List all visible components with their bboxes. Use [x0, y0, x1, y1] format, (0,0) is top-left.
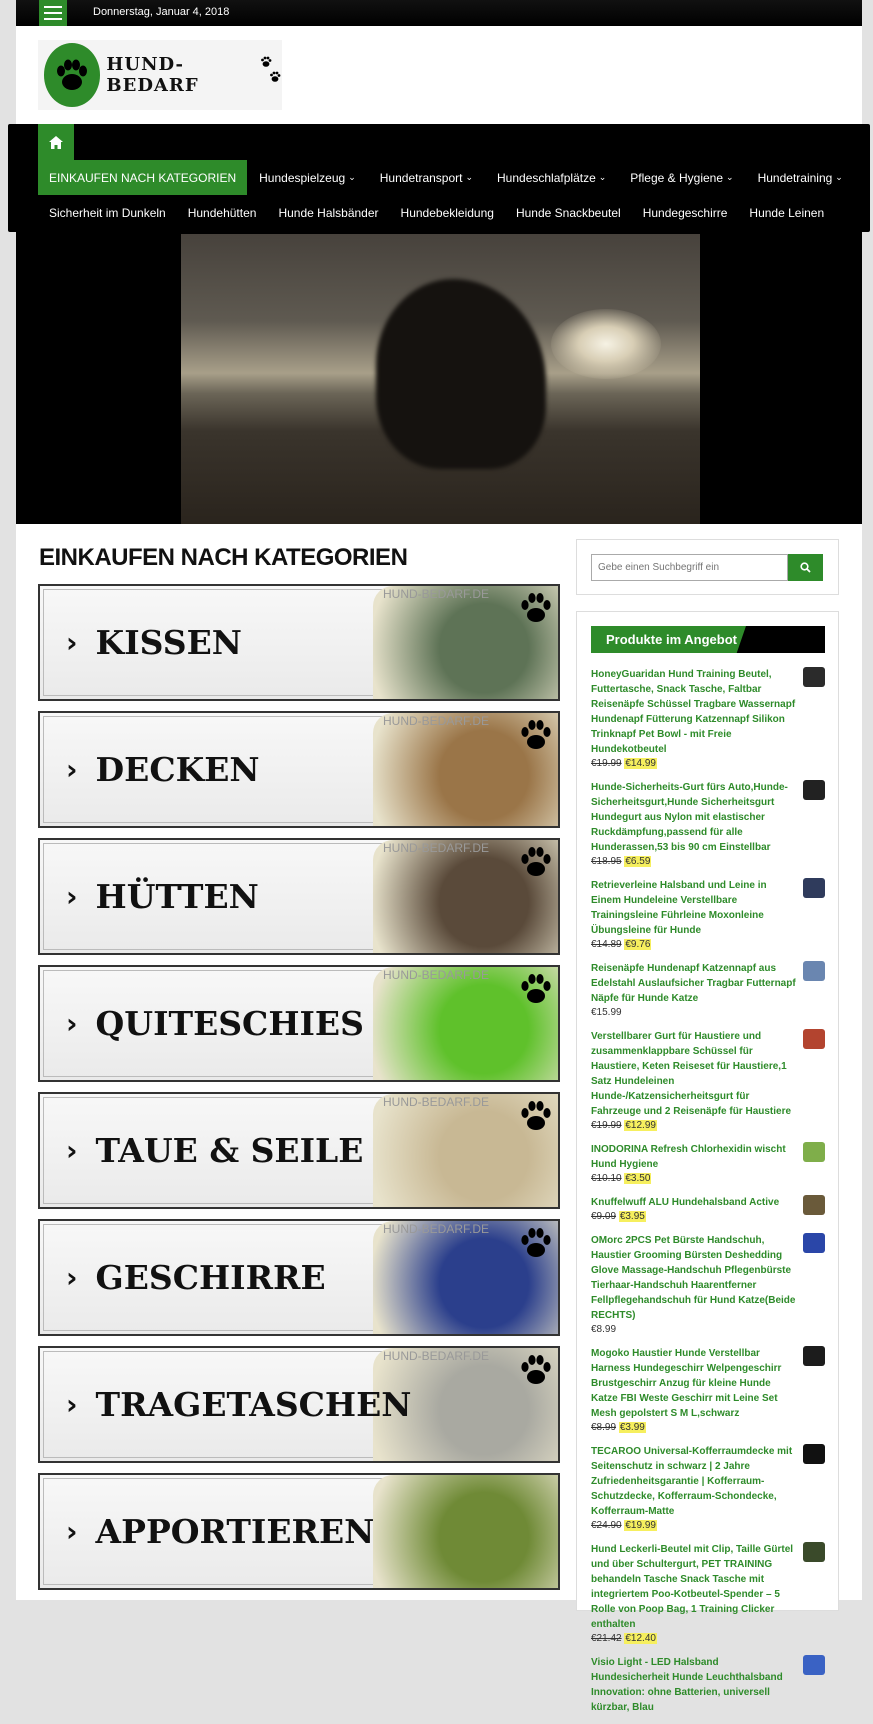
product-thumbnail[interactable] — [803, 1542, 825, 1562]
category-banner-tragetaschen[interactable] — [38, 1346, 560, 1463]
search-input[interactable] — [591, 554, 788, 581]
category-banner-apportieren[interactable] — [38, 1473, 560, 1590]
sale-price: €6.59 — [625, 856, 651, 867]
product-thumbnail[interactable] — [803, 1444, 825, 1464]
product-title-link[interactable]: Verstellbarer Gurt für Haustiere und zusammenklappbare Schüssel für Haustiere, Keten Reiseset für Haustiere,1 Satz Hundeleinen Hunde-/Katzensicherheitsgurt für Fahrzeuge und 2 Reisenäpfe für Haustiere — [591, 1031, 792, 1117]
product-title-link[interactable]: Hunde-Sicherheits-Gurt fürs Auto,Hunde-Sicherheitsgurt,Hunde Sicherheitsgurt Hundegurt aus Nylon mit elastischer Ruckdämpfung,passend für alle Hunderassen,53 bis 90 cm Einstellbar — [591, 782, 788, 853]
product-thumbnail[interactable] — [803, 1142, 825, 1162]
watermark-text: HUND-BEDARF.DE — [383, 1222, 490, 1236]
product-price — [591, 1519, 799, 1533]
category-label: › GESCHIRRE — [66, 1258, 326, 1297]
chevron-right-icon: › — [66, 626, 78, 659]
product-title-link[interactable]: HoneyGuaridan Hund Training Beutel, Futtertasche, Snack Tasche, Faltbar Reisenäpfe Schüssel Tragbare Wassernapf Hundenapf Fütterung Katzennapf Silikon Trinknapf Pet Bowl - mit Freie Hundekotbeutel — [591, 669, 796, 755]
category-banner-hütten[interactable] — [38, 838, 560, 955]
product-item — [591, 1142, 825, 1186]
old-price: €10.10 — [591, 1173, 622, 1184]
product-thumbnail[interactable] — [803, 667, 825, 687]
nav-row-secondary — [38, 196, 835, 230]
nav-item-hundetransport[interactable]: Hundetransport ⌄ — [379, 170, 474, 185]
product-thumbnail[interactable] — [803, 1195, 825, 1215]
product-title-link[interactable]: Hund Leckerli-Beutel mit Clip, Taille Gürtel und über Schultergurt, PET TRAINING behandeln Tasche Snack Tasche mit integriertem Poo-Kotbeutel-Spender – 5 Rolle von Poop Bag, 1 Training Clicker enthalten — [591, 1544, 794, 1630]
category-banner-kissen[interactable] — [38, 584, 560, 701]
nav-item-hundespielzeug[interactable]: Hundespielzeug ⌄ — [259, 170, 356, 185]
product-title-link[interactable]: TECAROO Universal-Kofferraumdecke mit Seitenschutz in schwarz | 2 Jahre Zufriedenheitsgarantie | Kofferraum-Schutzdecke, Kofferraum-Schondecke, Kofferraum-Matte — [591, 1446, 793, 1517]
product-price — [591, 1210, 799, 1224]
chevron-down-icon: ⌄ — [348, 172, 356, 182]
hero-banner — [16, 232, 862, 524]
chevron-down-icon: ⌄ — [835, 172, 843, 182]
nav-item-sicherheit-im-dunkeln[interactable]: Sicherheit im Dunkeln — [49, 206, 166, 220]
category-image — [373, 1475, 558, 1588]
product-title-link[interactable]: Retrieverleine Halsband und Leine in Einem Hundeleine Verstellbare Trainingsleine Führleine Moxonleine Übungsleine für Hunde — [591, 880, 767, 936]
chevron-right-icon: › — [66, 1388, 78, 1421]
sale-price: €3.50 — [625, 1173, 651, 1184]
product-item — [591, 1346, 825, 1435]
category-label: › QUITESCHIES — [66, 1004, 364, 1043]
search-icon — [800, 562, 811, 573]
products-widget-header — [591, 626, 825, 653]
chevron-right-icon: › — [66, 1134, 78, 1167]
site-logo[interactable] — [38, 40, 282, 110]
main-navigation — [8, 124, 870, 232]
product-item — [591, 1542, 825, 1646]
price: €15.99 — [591, 1007, 622, 1018]
product-price — [591, 855, 799, 869]
nav-item-hunde-snackbeutel[interactable]: Hunde Snackbeutel — [515, 206, 621, 220]
product-item — [591, 1195, 825, 1224]
hero-sun — [551, 309, 661, 379]
hero-dog-silhouette — [376, 279, 546, 469]
sale-price: €3.99 — [619, 1422, 645, 1433]
chevron-right-icon: › — [66, 1515, 78, 1548]
paw-logo-icon — [44, 43, 100, 107]
category-label: › HÜTTEN — [66, 877, 259, 916]
page-title: EINKAUFEN NACH KATEGORIEN — [39, 544, 408, 571]
product-thumbnail[interactable] — [803, 1233, 825, 1253]
old-price: €24.90 — [591, 1520, 622, 1531]
chevron-down-icon: ⌄ — [465, 172, 474, 182]
site-header — [16, 26, 862, 124]
product-item — [591, 878, 825, 952]
paw-icon — [516, 715, 556, 755]
product-title-link[interactable]: Knuffelwuff ALU Hundehalsband Active — [591, 1197, 780, 1208]
sale-price: €14.99 — [625, 758, 656, 769]
products-widget — [576, 611, 839, 1713]
logo-text: HUND-BEDARF — [106, 54, 199, 96]
product-price — [591, 1119, 799, 1133]
paw-icon — [516, 969, 556, 1009]
nav-item-hundetraining[interactable]: Hundetraining ⌄ — [757, 170, 843, 185]
product-thumbnail[interactable] — [803, 878, 825, 898]
top-bar — [16, 0, 862, 26]
product-item — [591, 1655, 825, 1715]
product-item — [591, 961, 825, 1020]
hero-image — [181, 234, 700, 524]
chevron-down-icon: ⌄ — [598, 172, 607, 182]
product-thumbnail[interactable] — [803, 1029, 825, 1049]
home-icon[interactable] — [38, 124, 74, 160]
paw-icon — [516, 588, 556, 628]
product-list — [591, 667, 825, 1724]
product-item — [591, 1444, 825, 1533]
sale-price: €12.99 — [625, 1120, 656, 1131]
category-label: › TAUE & SEILE — [66, 1131, 364, 1170]
product-title-link[interactable]: Mogoko Haustier Hunde Verstellbar Harness Hundegeschirr Welpengeschirr Brustgeschirr Anzug für kleine Hunde Katze FBI Weste Geschirr mit Leine Set Mesh gepolstert S M L,schwarz — [591, 1348, 782, 1419]
nav-item-hunde-leinen[interactable]: Hunde Leinen — [749, 206, 825, 220]
category-label: › KISSEN — [66, 623, 242, 662]
product-title-link[interactable]: OMorc 2PCS Pet Bürste Handschuh, Haustier Grooming Bürsten Deshedding Glove Massage-Handschuh Pflegenbürste Tierhaar-Handschuh Haarentferner Fellpflegehandschuh für Hund Katze(Beide RECHTS) — [591, 1235, 796, 1321]
chevron-down-icon: ⌄ — [726, 172, 734, 182]
paw-icon — [516, 1223, 556, 1263]
nav-item-einkaufen-nach-kategorien[interactable]: EINKAUFEN NACH KATEGORIEN — [38, 160, 247, 195]
menu-icon[interactable] — [39, 0, 67, 26]
nav-item-hundegeschirre[interactable]: Hundegeschirre — [642, 206, 728, 220]
product-price — [591, 1421, 799, 1435]
category-banner-geschirre[interactable] — [38, 1219, 560, 1336]
old-price: €21.42 — [591, 1633, 622, 1644]
search-widget — [576, 539, 839, 595]
chevron-right-icon: › — [66, 880, 78, 913]
paw-icon — [516, 1096, 556, 1136]
search-button[interactable] — [788, 554, 823, 581]
product-thumbnail[interactable] — [803, 961, 825, 981]
product-price — [591, 1006, 799, 1020]
chevron-right-icon: › — [66, 1261, 78, 1294]
old-price: €8.99 — [591, 1422, 617, 1433]
old-price: €19.99 — [591, 1120, 622, 1131]
sale-price: €3.95 — [619, 1211, 645, 1222]
product-thumbnail[interactable] — [803, 1655, 825, 1675]
sale-price: €19.99 — [625, 1520, 656, 1531]
product-title-link[interactable]: INODORINA Refresh Chlorhexidin wischt Hund Hygiene — [591, 1144, 786, 1170]
category-banner-decken[interactable] — [38, 711, 560, 828]
chevron-right-icon: › — [66, 1007, 78, 1040]
watermark-text: HUND-BEDARF.DE — [383, 587, 490, 601]
watermark-text: HUND-BEDARF.DE — [383, 714, 490, 728]
product-item — [591, 667, 825, 771]
product-price — [591, 757, 799, 771]
product-price — [591, 1323, 799, 1337]
sale-price: €12.40 — [625, 1633, 656, 1644]
product-price — [591, 1172, 799, 1186]
category-label: › TRAGETASCHEN — [66, 1385, 412, 1424]
paw-icon — [516, 842, 556, 882]
product-title-link[interactable]: Visio Light - LED Halsband Hundesicherheit Hunde Leuchthalsband Innovation: ohne Batterien, universell kürzbar, Blau — [591, 1657, 783, 1713]
product-thumbnail[interactable] — [803, 780, 825, 800]
product-item — [591, 1233, 825, 1337]
nav-row-primary — [38, 160, 855, 195]
price: €8.99 — [591, 1324, 617, 1335]
product-title-link[interactable]: Reisenäpfe Hundenapf Katzennapf aus Edelstahl Auslaufsicher Tragbar Futternapf Näpfe für Hunde Katze — [591, 963, 796, 1004]
old-price: €19.99 — [591, 758, 622, 769]
sale-price: €9.76 — [625, 939, 651, 950]
product-price — [591, 1632, 799, 1646]
paw-icon — [516, 1350, 556, 1390]
nav-item-hundehuetten[interactable]: Hundehütten — [187, 206, 257, 220]
product-thumbnail[interactable] — [803, 1346, 825, 1366]
products-widget-title: Produkte im Angebot — [606, 632, 737, 647]
category-banner-taue-seile[interactable] — [38, 1092, 560, 1209]
category-label: › DECKEN — [66, 750, 260, 789]
nav-item-pflege-hygiene[interactable]: Pflege & Hygiene ⌄ — [630, 170, 734, 185]
product-item — [591, 1029, 825, 1133]
chevron-right-icon: › — [66, 753, 78, 786]
nav-item-hundeschlafplaetze[interactable]: Hundeschlafplätze ⌄ — [497, 170, 607, 185]
old-price: €9.09 — [591, 1211, 617, 1222]
watermark-text: HUND-BEDARF.DE — [383, 1095, 490, 1109]
old-price: €18.95 — [591, 856, 622, 867]
current-date: Donnerstag, Januar 4, 2018 — [93, 6, 230, 18]
old-price: €14.89 — [591, 939, 622, 950]
watermark-text: HUND-BEDARF.DE — [383, 1349, 490, 1363]
main-content — [16, 524, 862, 1713]
product-item — [591, 780, 825, 869]
category-banner-quiteschies[interactable] — [38, 965, 560, 1082]
watermark-text: HUND-BEDARF.DE — [383, 841, 490, 855]
category-list — [38, 584, 560, 1600]
paw-prints-icon — [260, 55, 282, 87]
nav-item-hunde-halsbaender[interactable]: Hunde Halsbänder — [278, 206, 379, 220]
watermark-text: HUND-BEDARF.DE — [383, 968, 490, 982]
product-price — [591, 938, 799, 952]
category-label: › APPORTIEREN — [66, 1512, 375, 1551]
nav-item-hundebekleidung[interactable]: Hundebekleidung — [400, 206, 494, 220]
